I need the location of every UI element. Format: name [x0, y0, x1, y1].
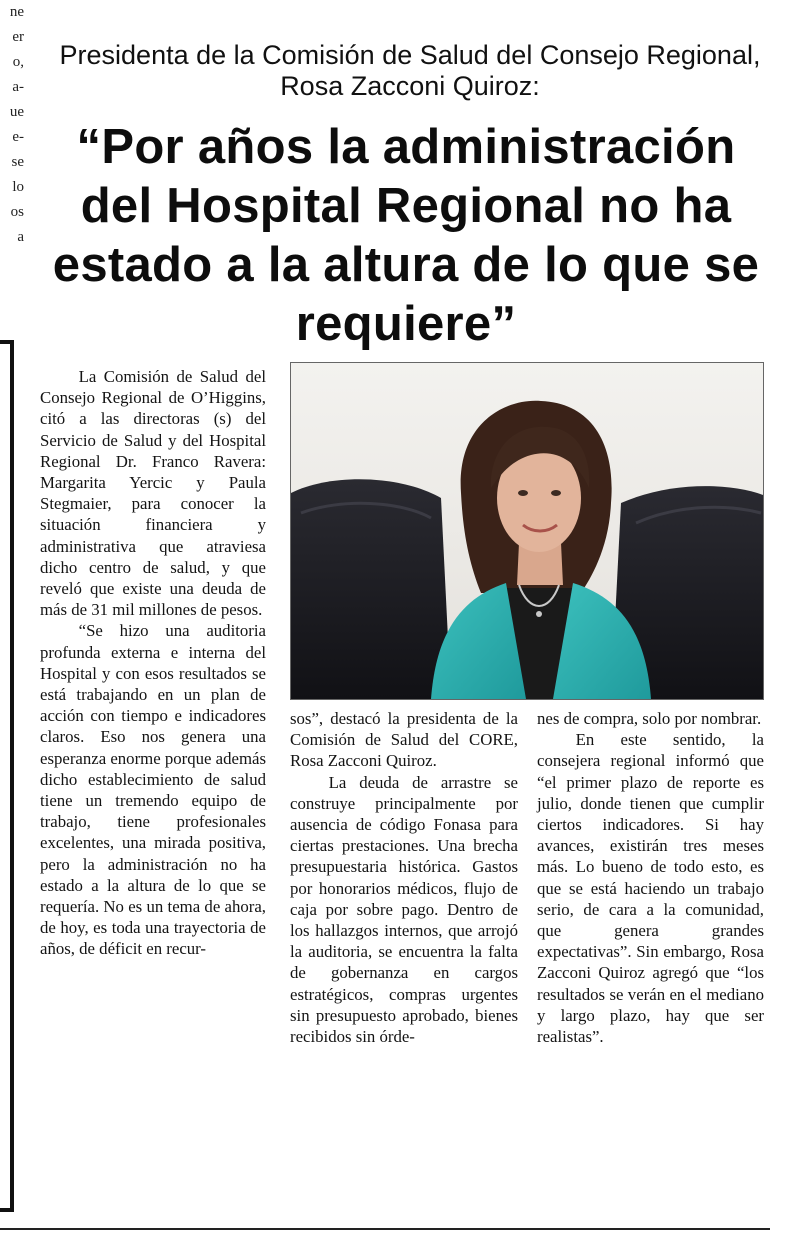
bottom-rule	[0, 1228, 770, 1230]
article-column-3	[537, 708, 764, 1047]
paragraph: La Comisión de Salud del Consejo Regional de O’Higgins, citó a las directoras (s) del Servicio de Salud y del Hospital Regional Dr. Franco Ravera: Margarita Yercic y Paula Stegmaier, para conocer la situación financiera y administrativa que atraviesa dicho centro de salud, y que reveló que existe una deuda de más de 31 mil millones de pesos.	[40, 367, 266, 620]
article-column-2	[290, 708, 518, 1047]
article-column-1	[40, 366, 266, 960]
paragraph: La deuda de arrastre se construye principalmente por ausencia de código Fonasa para ciertas prestaciones. Una brecha presupuestaria histórica. Gastos por honorarios médicos, flujo de caja por sobre pago. Dentro de los hallazgos internos, que arrojó la auditoria, se encuentra la falta de gobernanza en cargos estratégicos, compras urgentes sin presupuesto aprobado, bienes recibidos sin órde-	[290, 772, 518, 1047]
frame-border-bottom	[0, 1208, 14, 1212]
fragment-line: ne	[9, 4, 24, 20]
fragment-line: a-	[12, 79, 24, 95]
article-kicker: Presidenta de la Comisión de Salud del Consejo Regional, Rosa Zacconi Quiroz:	[59, 40, 761, 101]
article-headline: “Por años la administración del Hospital Regional no ha estado a la altura de lo que se requiere”	[52, 120, 760, 351]
fragment-line: se	[11, 154, 24, 170]
paragraph: “Se hizo una auditoria profunda externa e interna del Hospital y con esos resultados se está trabajando en un plan de acción con tiempo e indicadores claros. Eso nos genera una esperanza enorme porque además dicho establecimiento de salud tiene un tremendo equipo de trabajo, tiene profesionales excelentes, una mirada positiva, pero la administración no ha estado a la altura de lo que se requería. No es un tema de ahora, de hoy, es toda una trayectoria de años, de déficit en recur-	[40, 621, 266, 959]
fragment-line: a	[17, 229, 24, 245]
fragment-line: er	[12, 29, 24, 45]
fragment-line: lo	[12, 179, 24, 195]
fragment-line: o,	[12, 54, 24, 70]
portrait-photo	[290, 362, 764, 700]
portrait-photo-icon	[291, 363, 763, 699]
fragment-line: e-	[12, 129, 24, 145]
paragraph: sos”, destacó la presidenta de la Comisión de Salud del CORE, Rosa Zacconi Quiroz.	[290, 709, 518, 771]
paragraph: En este sentido, la consejera regional informó que “el primer plazo de reporte es julio, donde tienen que cumplir ciertos indicadores. Si hay avances, existirán tres meses más. Lo bueno de todo esto, es que se está haciendo un trabajo serio, de cara a la comunidad, que genera grandes expectativas”. Sin embargo, Rosa Zacconi Quiroz agregó que “los resultados se verán en el mediano y largo plazo, hay que ser realistas”.	[537, 730, 764, 1047]
fragment-line: os	[10, 204, 24, 220]
paragraph: nes de compra, solo por nombrar.	[537, 709, 762, 728]
fragment-line: ue	[9, 104, 24, 120]
previous-article-fragment	[0, 0, 24, 250]
frame-border-left	[10, 340, 14, 1212]
